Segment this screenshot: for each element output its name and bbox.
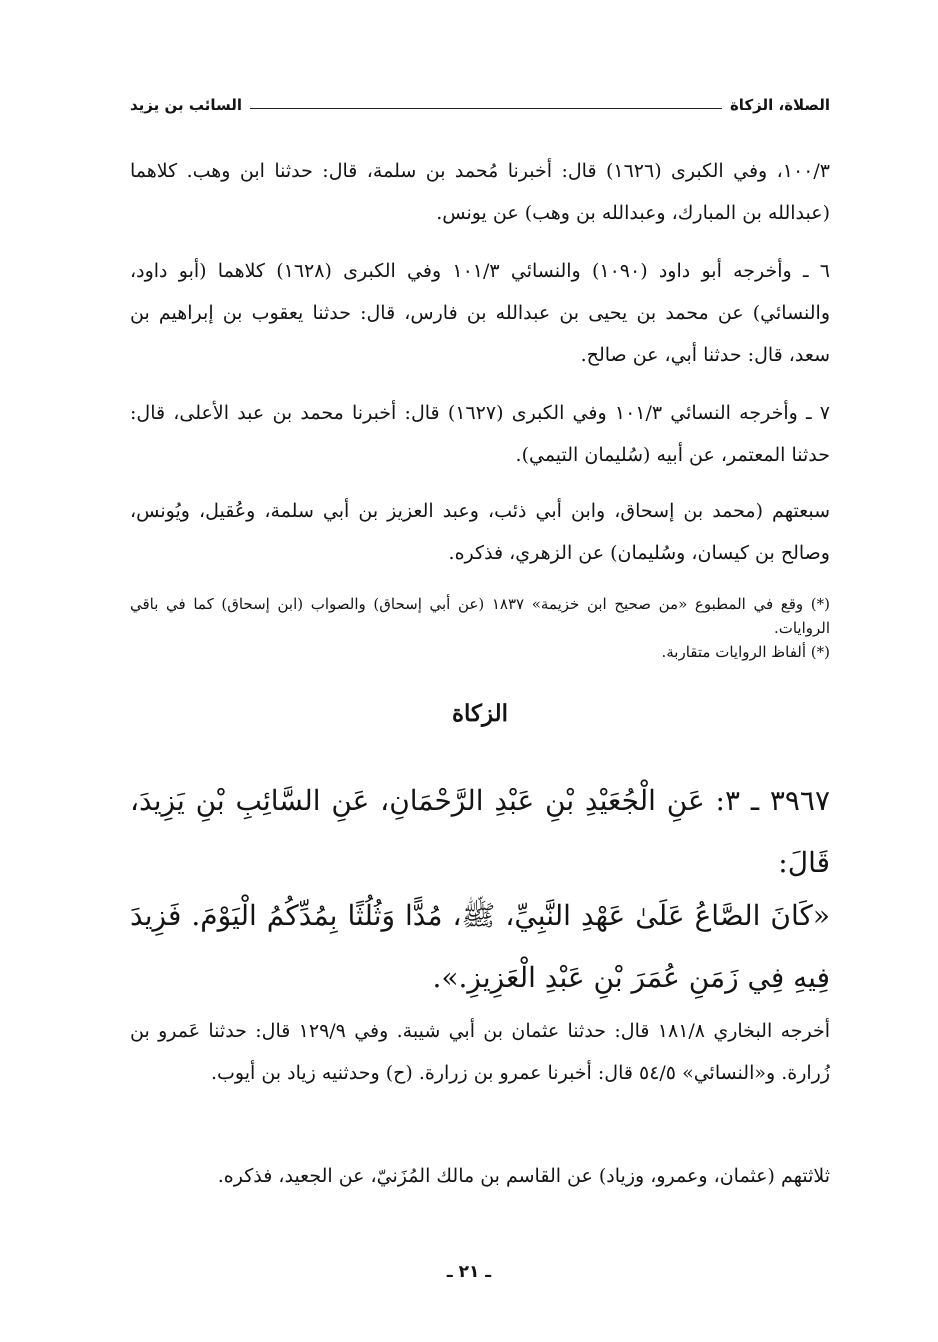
header-narrator: السائب بن يزيد [130, 96, 243, 114]
paragraph-text: ثلاثتهم (عثمان، وعمرو، وزياد) عن القاسم بن مالك المُزَنيّ، عن الجعيد، فذكره. [217, 1165, 830, 1187]
paragraph-text: أخرجه البخاري ١٨١/٨ قال: حدثنا عثمان بن أبي شيبة. وفي ١٢٩/٩ قال: حدثنا عَمرو بن زُرارة. و«النسائي» ٥٤/٥ قال: أخبرنا عمرو بن زرارة. (ح) وحدثنيه زياد بن أيوب. [130, 1020, 831, 1084]
hadith-intro-text: ٣٩٦٧ ـ ٣: عَنِ الْجُعَيْدِ بْنِ عَبْدِ الرَّحْمَانِ، عَنِ السَّائِبِ بْنِ يَزِيدَ، قَالَ: [130, 784, 830, 879]
paragraph-text: سبعتهم (محمد بن إسحاق، وابن أبي ذئب، وعبد العزيز بن أبي سلمة، وعُقيل، ويُونس، وصالح بن كيسان، وسُليمان) عن الزهري، فذكره. [130, 500, 830, 564]
section-title: الزكاة [451, 700, 509, 727]
footnote: (*) ألفاظ الروايات متقاربة. [661, 643, 830, 661]
hadith-intro [130, 770, 830, 894]
paragraph-text: ١٠٠/٣، وفي الكبرى (١٦٢٦) قال: أخبرنا مُحمد بن سلمة، قال: حدثنا ابن وهب. كلاهما (عبدالله بن المبارك، وعبدالله بن وهب) عن يونس. [130, 160, 830, 224]
header-rule [250, 108, 722, 109]
footnote: (*) وقع في المطبوع «من صحيح ابن خزيمة» ١٨٣٧ (عن أبي إسحاق) والصواب (ابن إسحاق) كما في باقي الروايات. [130, 595, 830, 637]
paragraph-continuation [130, 150, 830, 234]
footnotes [130, 592, 830, 664]
paragraph-7 [130, 392, 830, 476]
takhrij-paragraph [130, 1010, 830, 1094]
page-number: ـ ٢١ ـ [446, 1262, 492, 1282]
paragraph-6 [130, 250, 830, 376]
hadith-body [130, 885, 830, 1009]
header-chapter: الصلاة، الزكاة [729, 96, 830, 114]
running-header [130, 96, 830, 114]
closing-paragraph [130, 1155, 830, 1197]
paragraph-text: ٦ ـ وأخرجه أبو داود (١٠٩٠) والنسائي ١٠١/٣ وفي الكبرى (١٦٢٨) كلاهما (أبو داود، والنسائي) عن محمد بن يحيى بن عبدالله بن فارس، قال: حدثنا يعقوب بن إبراهيم بن سعد، قال: حدثنا أبي، عن صالح. [130, 260, 830, 366]
paragraph-text: ٧ ـ وأخرجه النسائي ١٠١/٣ وفي الكبرى (١٦٢٧) قال: أخبرنا محمد بن عبد الأعلى، قال: حدثنا المعتمر، عن أبيه (سُليمان التيمي). [130, 402, 830, 466]
paragraph-summary [130, 490, 830, 574]
hadith-body-text: «كَانَ الصَّاعُ عَلَىٰ عَهْدِ النَّبِيِّ، ﷺ، مُدًّا وَثُلُثًا بِمُدِّكُمُ الْيَوْمَ. فَزِيدَ فِيهِ فِي زَمَنِ عُمَرَ بْنِ عَبْدِ الْعَزِيزِ.». [130, 899, 830, 994]
